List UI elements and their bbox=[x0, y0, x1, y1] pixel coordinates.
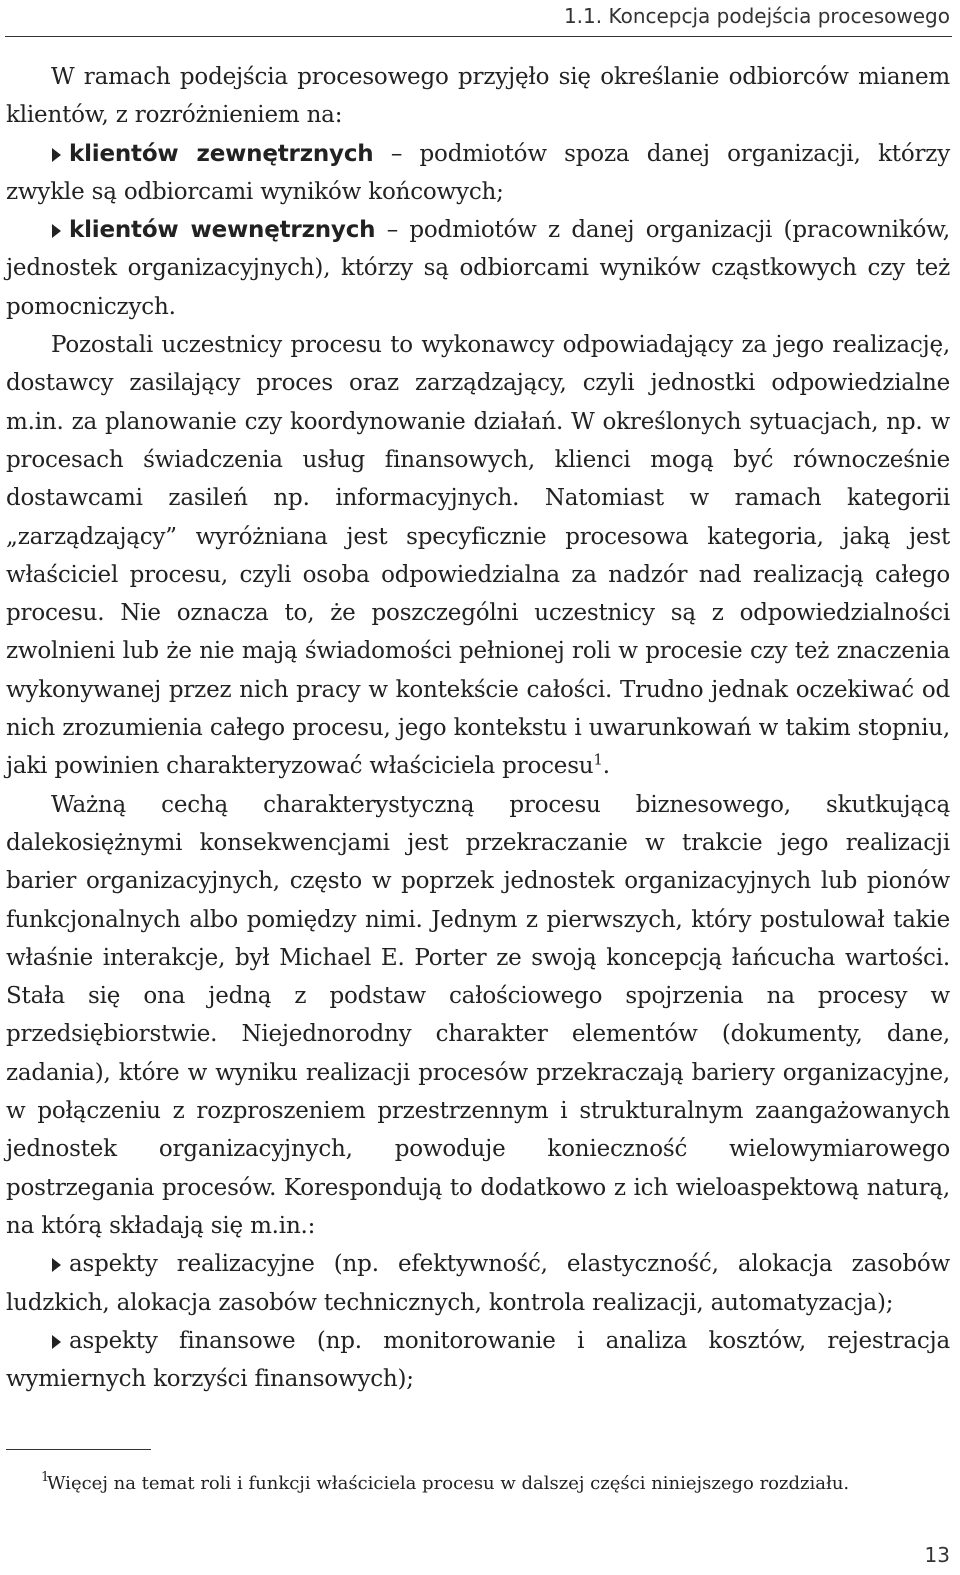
running-title: 1.1. Koncepcja podejścia procesowego bbox=[563, 4, 950, 28]
page-number: 13 bbox=[924, 1543, 950, 1567]
main-text bbox=[6, 58, 950, 1398]
bullet-text: – podmiotów z danej organizacji (pracowników, jednostek organizacyjnych), którzy są odbiorcami wyników cząstkowych czy też pomocniczych. bbox=[6, 217, 950, 320]
term-external-clients: klientów zewnętrznych bbox=[69, 140, 374, 167]
triangle-bullet-icon bbox=[52, 224, 61, 238]
paragraph-process-features: Ważną cechą charakterystyczną procesu biznesowego, skutkującą dalekosiężnymi konsekwencjami jest przekraczanie w trakcie jego realizacji barier organizacyjnych, często w poprzek jednostek organizacyjnych lub pionów funkcjonalnych albo pomiędzy nimi. Jednym z pierwszych, który postulował takie właśnie interakcje, był Michael E. Porter ze swoją koncepcją łańcucha wartości. Stała się ona jedną z podstaw całościowego spojrzenia na procesy w przedsiębiorstwie. Niejednorodny charakter elementów (dokumenty, dane, zadania), które w wyniku realizacji procesów przekraczają bariery organizacyjne, w połączeniu z rozproszeniem przestrzennym i strukturalnym zaangażowanych jednostek organizacyjnych, powoduje konieczność wielowymiarowego postrzegania procesów. Korespondują to dodatkowo z ich wieloaspektową naturą, na którą składają się m.in.: bbox=[6, 791, 950, 1239]
paragraph-intro: W ramach podejścia procesowego przyjęło się określanie odbiorców mianem klientów, z rozróżnieniem na: bbox=[6, 64, 950, 129]
bullet-text: – podmiotów spoza danej organizacji, którzy zwykle są odbiorcami wyników końcowych; bbox=[6, 140, 950, 205]
bullet-text: aspekty realizacyjne (np. efektywność, elastyczność, alokacja zasobów ludzkich, alokacja zasobów technicznych, kontrola realizacji, automatyzacja); bbox=[6, 1251, 950, 1316]
footnote-text: Więcej na temat roli i funkcji właściciela procesu w dalszej części niniejszego rozdziału. bbox=[47, 1473, 850, 1494]
bullet-internal-clients bbox=[6, 211, 950, 326]
bullet-realization-aspects bbox=[6, 1245, 950, 1322]
paragraph-text: Pozostali uczestnicy procesu to wykonawcy odpowiadający za jego realizację, dostawcy zasilający proces oraz zarządzający, czyli jednostki odpowiedzialne m.in. za planowanie czy koordynowanie działań. W określonych sytuacjach, np. w procesach świadczenia usług finansowych, klienci mogą być równocześnie dostawcami zasileń np. informacyjnych. Natomiast w ramach kategorii „zarządzający” wyróżniana jest specyficznie procesowa kategoria, jaką jest właściciel procesu, czyli osoba odpowiedzialna za nadzór nad realizacją całego procesu. Nie oznacza to, że poszczególni uczestnicy są z odpowiedzialności zwolnieni lub że nie mają świadomości pełnionej roli w procesie czy też znaczenia wykonywanej przez nich pracy w kontekście całości. Trudno jednak oczekiwać od nich zrozumienia całego procesu, jego kontekstu i uwarunkowań w takim stopniu, jaki powinien charakteryzować właściciela procesu bbox=[6, 332, 950, 780]
footnote-reference[interactable]: 1 bbox=[593, 750, 603, 769]
bullet-financial-aspects bbox=[6, 1322, 950, 1399]
footnote-mark: 1 bbox=[41, 1470, 50, 1485]
paragraph-participants bbox=[6, 326, 950, 786]
triangle-bullet-icon bbox=[52, 148, 61, 162]
footnote bbox=[41, 1470, 947, 1497]
bullet-text: aspekty finansowe (np. monitorowanie i analiza kosztów, rejestracja wymiernych korzyści finansowych); bbox=[6, 1327, 950, 1393]
term-internal-clients: klientów wewnętrznych bbox=[69, 217, 376, 244]
triangle-bullet-icon bbox=[52, 1335, 61, 1349]
running-header bbox=[5, 0, 952, 37]
paragraph-end: . bbox=[602, 753, 610, 780]
footnote-divider bbox=[6, 1449, 151, 1450]
bullet-external-clients bbox=[6, 135, 950, 212]
triangle-bullet-icon bbox=[52, 1258, 61, 1272]
